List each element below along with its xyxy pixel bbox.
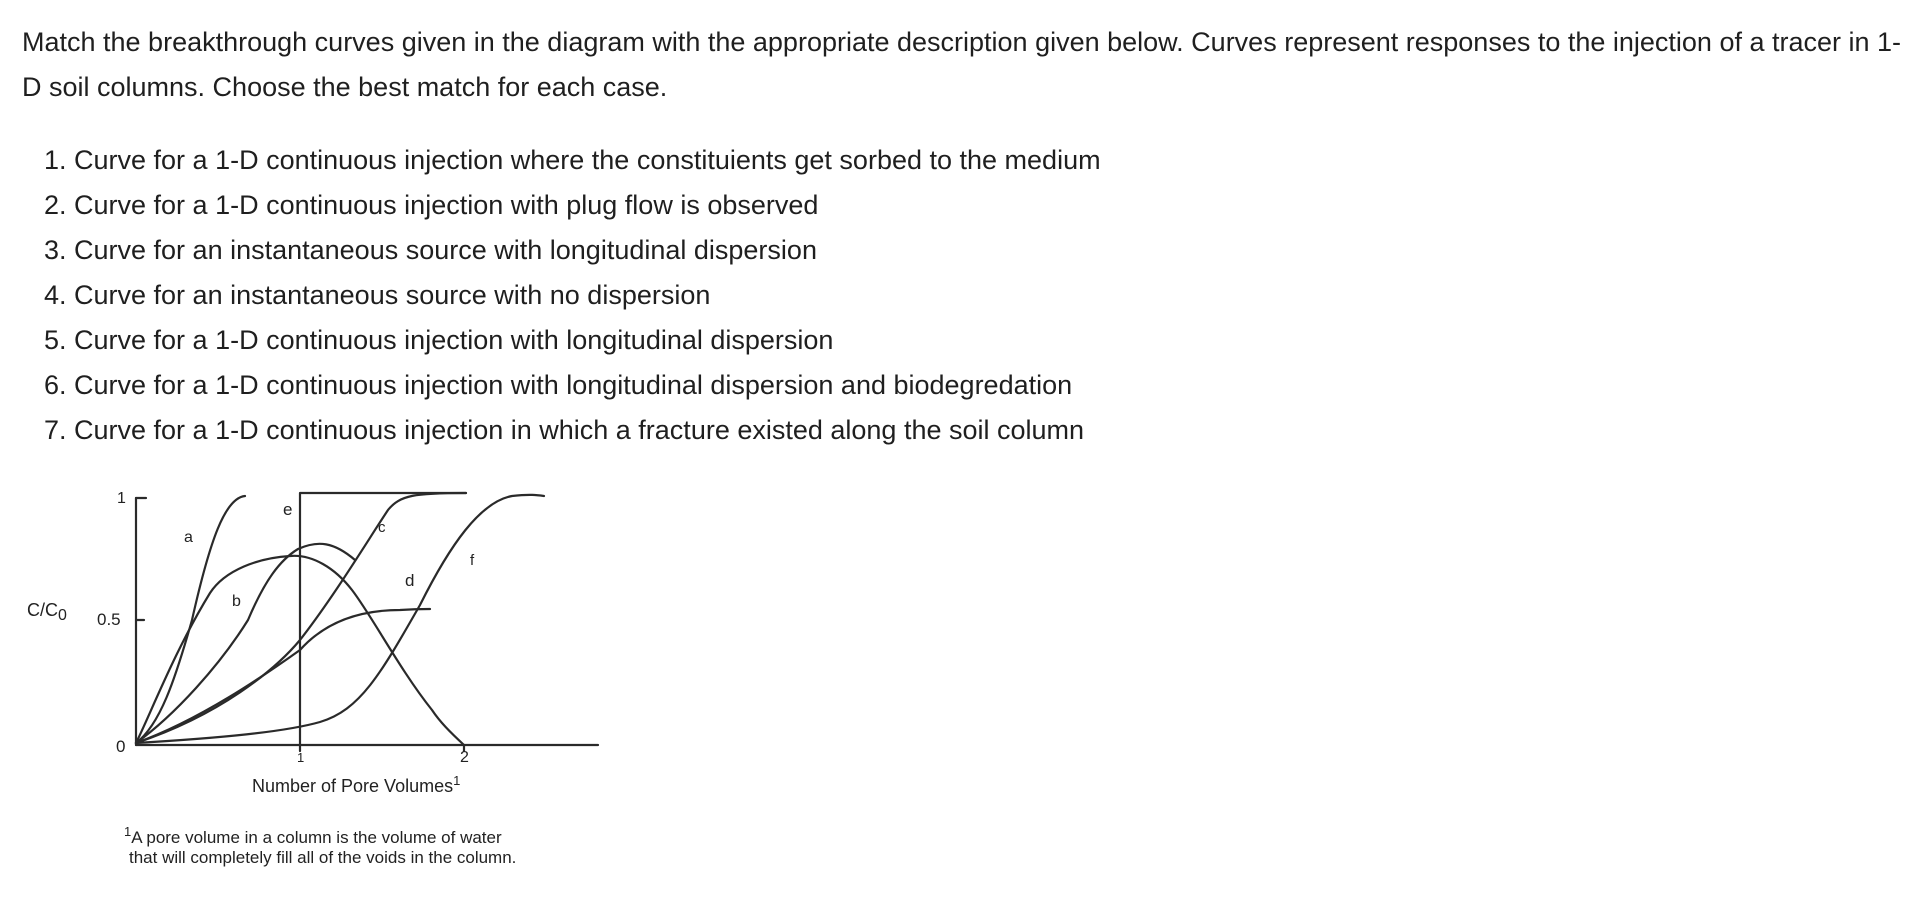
curve-label-d: d	[405, 571, 415, 590]
y-axis-label-main: C/C	[27, 600, 58, 620]
curve-label-b: b	[232, 593, 241, 610]
curve-label-e: e	[283, 500, 293, 519]
y-axis-label	[27, 600, 67, 624]
x-tick-label-1: 1	[297, 750, 305, 765]
x-axis-label-superscript: 1	[453, 773, 461, 788]
footnote-marker: 1	[124, 824, 132, 839]
options-list	[44, 138, 1101, 453]
curve-d	[136, 609, 430, 743]
option-item: 6. Curve for a 1-D continuous injection with longitudinal dispersion and biodegredation	[44, 370, 1073, 400]
option-item: 4. Curve for an instantaneous source with no dispersion	[44, 280, 711, 310]
option-item: 3. Curve for an instantaneous source with longitudinal dispersion	[44, 235, 817, 265]
breakthrough-curves-diagram	[0, 470, 640, 900]
footnote	[124, 824, 502, 847]
curve-f	[136, 495, 544, 743]
y-axis-label-subscript: 0	[58, 607, 67, 624]
x-tick-label-2: 2	[460, 749, 469, 766]
y-tick-label-half: 0.5	[97, 610, 121, 629]
footnote-line-2: that will completely fill all of the voids in the column.	[129, 848, 517, 867]
footnote-line-1: A pore volume in a column is the volume of water	[131, 828, 502, 847]
curve-label-a: a	[184, 529, 193, 546]
x-axis-label	[252, 773, 460, 796]
curve-label-f: f	[470, 552, 475, 569]
breakthrough-curves-figure	[0, 470, 640, 900]
y-tick-label-0: 0	[116, 737, 126, 756]
option-item: 2. Curve for a 1-D continuous injection with plug flow is observed	[44, 190, 819, 220]
curve-b	[136, 544, 355, 743]
y-tick-label-1: 1	[117, 490, 126, 507]
curve-label-c: c	[378, 519, 386, 536]
option-item: 1. Curve for a 1-D continuous injection where the constituients get sorbed to the medium	[44, 145, 1101, 175]
option-item: 7. Curve for a 1-D continuous injection in which a fracture existed along the soil column	[44, 415, 1085, 445]
question-text: Match the breakthrough curves given in the diagram with the appropriate description given below. Curves represent responses to the injection of a tracer in 1-D soil columns. Choose the best match for each case.	[22, 27, 1902, 102]
option-item: 5. Curve for a 1-D continuous injection with longitudinal dispersion	[44, 325, 834, 355]
x-axis-label-main: Number of Pore Volumes	[252, 776, 454, 796]
